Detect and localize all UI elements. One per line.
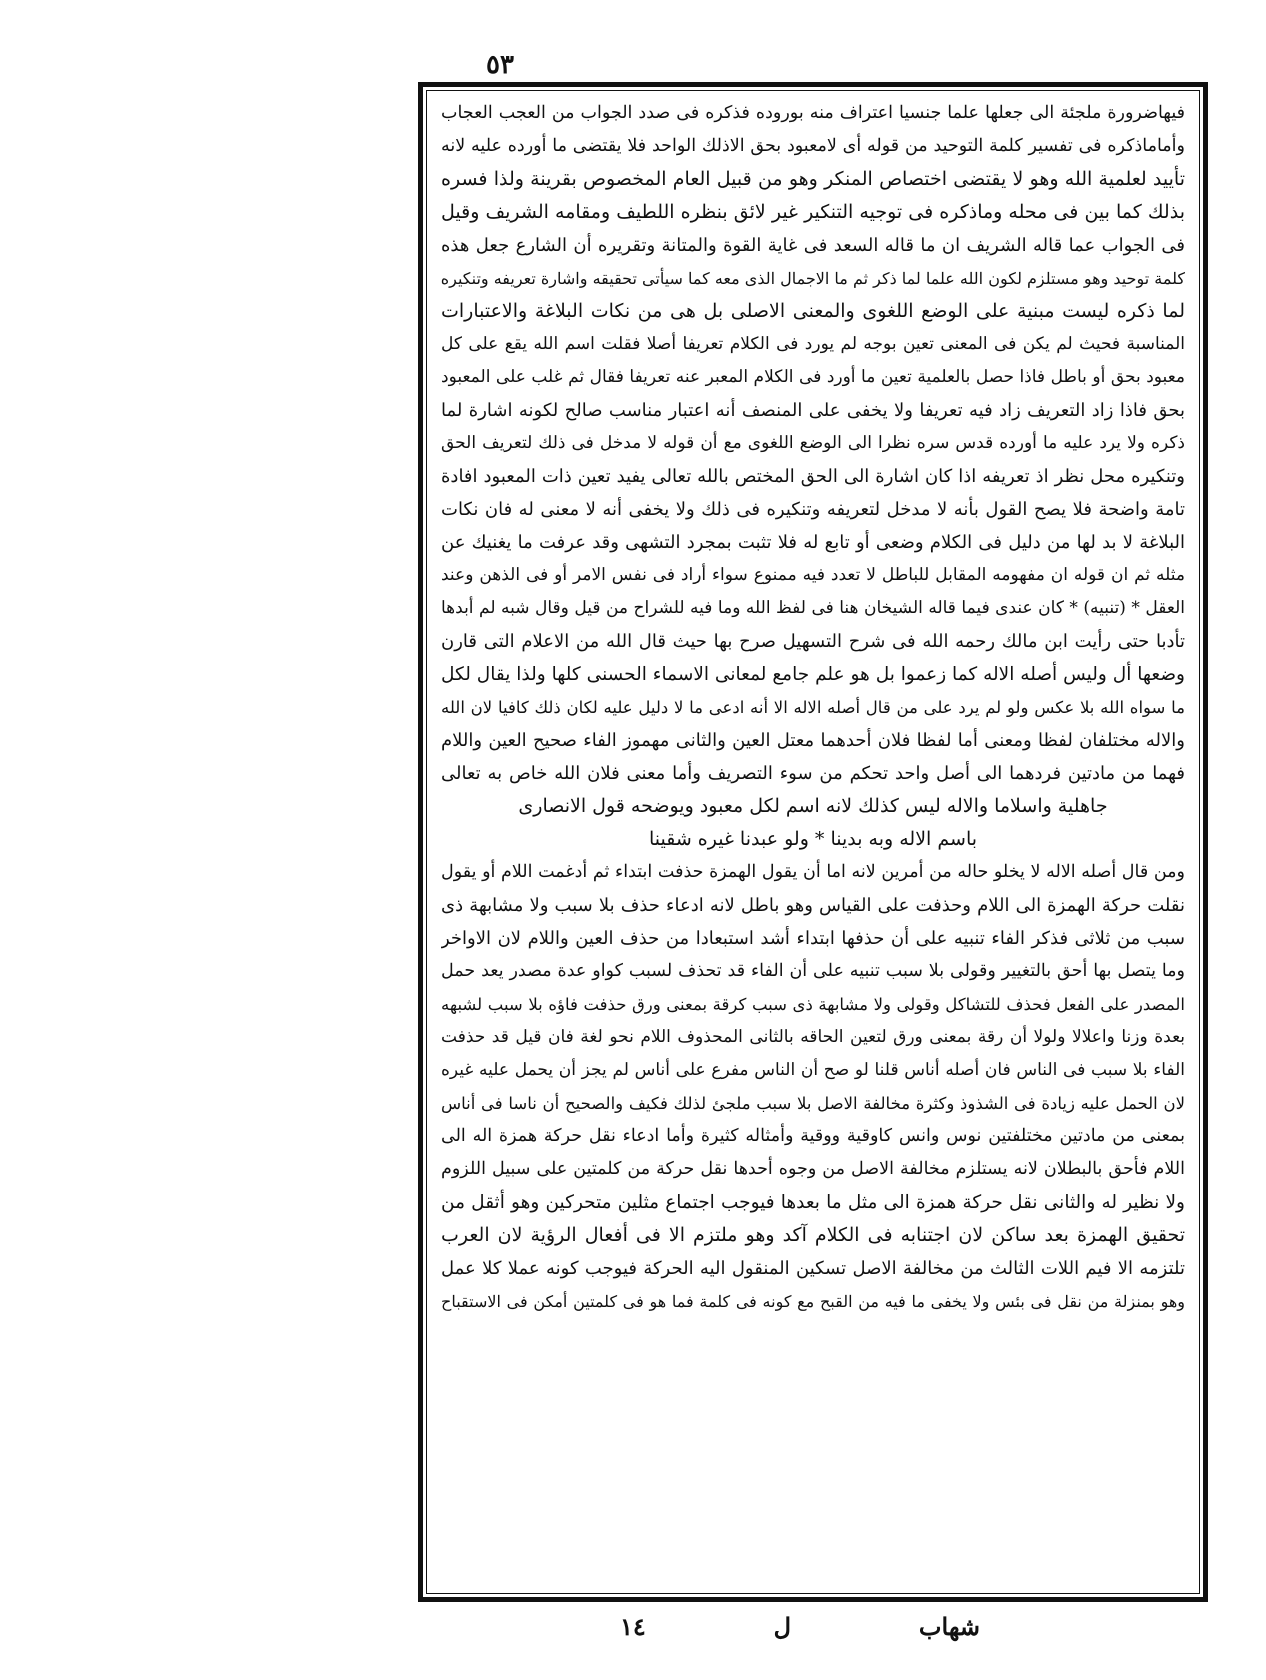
text-line: ومن قال أصله الاله لا يخلو حاله من أمرين لانه اما أن يقول الهمزة حذفت ابتداء ثم أدغمت اللام أو يقول <box>441 862 1185 882</box>
page-number: ٥٣ <box>486 50 514 80</box>
text-line: بمعنى من مادتين مختلفتين نوس وانس كاوقية ووقية وأمثاله كثيرة وأما ادعاء نقل حركة همزة اله الى <box>441 1126 1185 1146</box>
text-line: تحقيق الهمزة بعد ساكن لان اجتنابه فى الكلام آكد وهو ملتزم الا فى أفعال الرؤية لان العرب <box>441 1224 1185 1246</box>
text-line: لما ذكره ليست مبنية على الوضع اللغوى والمعنى الاصلى بل هى من نكات البلاغة والاعتبارات <box>441 300 1185 322</box>
text-line: لان الحمل عليه زيادة فى الشذوذ وكثرة مخالفة الاصل بلا سبب ملجئ لذلك فكيف والصحيح أن ناسا فى أناس <box>441 1094 1185 1113</box>
signature-number: ١٤ <box>620 1612 646 1641</box>
signature-line <box>620 1612 980 1641</box>
text-line: ما سواه الله بلا عكس ولو لم يرد على من قال أصله الاله الا أنه ادعى ما لا دليل عليه لكان ذلك كافيا لان الله <box>441 698 1185 717</box>
text-line: تلتزمه الا فيم اللات الثالث من مخالفة الاصل تسكين المنقول اليه الحركة فيوجب كونه عملا كلا عمل <box>441 1258 1185 1279</box>
signature-name: شهاب <box>918 1612 980 1641</box>
text-line: معبود بحق أو باطل فاذا حصل بالعلمية تعين ما أورد فى الكلام المعبر عنه تعريفا فقال ثم غلب على المعبود <box>441 367 1185 387</box>
text-line: العقل * (تنبيه) * كان عندى فيما قاله الشيخان هنا فى لفظ الله وما فيه للشراح من قيل وقال شبه لم أبدها <box>441 598 1185 618</box>
text-line: المناسبة فحيث لم يكن فى المعنى تعين بوجه لم يورد فى الكلام تعريفا أصلا فقلت اسم الله يقع على كل <box>441 334 1185 354</box>
signature-letter: ل <box>773 1612 792 1641</box>
text-line: اللام فأحق بالبطلان لانه يستلزم مخالفة الاصل من وجوه أحدها نقل حركة من كلمتين على سبيل اللزوم <box>441 1159 1185 1179</box>
text-line: وضعها أل وليس أصله الاله كما زعموا بل هو علم جامع لمعانى الاسماء الحسنى كلها ولذا يقال لكل <box>441 664 1185 685</box>
text-line: وتنكيره محل نظر اذ تعريفه اذا كان اشارة الى الحق المختص بالله تعالى يفيد تعين ذات المعبود افادة <box>441 466 1185 487</box>
text-line: وأماماذكره فى تفسير كلمة التوحيد من قوله أى لامعبود بحق الاذلك الواحد فلا يقتضى ما أورده عليه لانه <box>441 136 1185 156</box>
text-line: تامة واضحة فلا يصح القول بأنه لا مدخل لتعريفه وتنكيره فى ذلك ولا يخفى أنه لا معنى له فان نكات <box>441 499 1185 520</box>
text-line: الفاء بلا سبب فى الناس فان أصله أناس قلنا لو صح أن الناس مفرع على أناس لم يجز أن يحمل عليه غيره <box>441 1060 1185 1080</box>
text-line: فيهاضرورة ملجئة الى جعلها علما جنسيا اعتراف منه بوروده فذكره فى صدد الجواب من العجب العجاب <box>441 103 1185 123</box>
main-text <box>441 97 1185 1318</box>
text-line: وهو بمنزلة من نقل فى بئس ولا يخفى ما فيه من القبح مع كونه فى كلمة فما هو فى كلمتين أمكن فى الاستقباح <box>441 1292 1185 1311</box>
text-line: فى الجواب عما قاله الشريف ان ما قاله السعد فى غاية القوة والمتانة وتقريره أن الشارع جعل هذه <box>441 235 1185 256</box>
text-line: بعدة وزنا واعلالا ولولا أن رقة بمعنى ورق لتعين الحاقه بالثانى المحذوف اللام نحو لغة فان قيل قد حذفت <box>441 1027 1185 1047</box>
text-line: نقلت حركة الهمزة الى اللام وحذفت على القياس وهو باطل لانه ادعاء حذف بلا سبب ولا مشابهة ذى <box>441 895 1185 916</box>
text-line: وما يتصل بها أحق بالتغيير وقولى بلا سبب تنبيه على أن الفاء قد تحذف لسبب كواو عدة مصدر يعد حمل <box>441 961 1185 981</box>
text-line: سبب من ثلاثى فذكر الفاء تنبيه على أن حذفها ابتداء أشد استبعادا من حذف العين واللام لان الاواخر <box>441 928 1185 949</box>
text-line: ذكره ولا يرد عليه ما أورده قدس سره نظرا الى الوضع اللغوى مع أن قوله لا مدخل فى ذلك لتعريف الحق <box>441 433 1185 453</box>
text-line: بحق فاذا زاد التعريف زاد فيه تعريفا ولا يخفى على المنصف أنه اعتبار مناسب صالح لكونه اشارة لما <box>441 400 1185 421</box>
text-line: تأييد لعلمية الله وهو لا يقتضى اختصاص المنكر وهو من قبيل العام المخصوص بقرينة ولذا فسره <box>441 168 1185 190</box>
text-line: المصدر على الفعل فحذف للتشاكل وقولى ولا مشابهة ذى سبب كرقة بمعنى ورق حذفت فاؤه بلا سبب لشبهه <box>441 995 1185 1014</box>
text-line: تأدبا حتى رأيت ابن مالك رحمه الله فى شرح التسهيل صرح بها حيث قال الله من الاعلام التى قارن <box>441 631 1185 652</box>
text-line: بذلك كما بين فى محله وماذكره فى توجيه التنكير غير لائق بنظره اللطيف ومقامه الشريف وقيل <box>441 201 1185 223</box>
text-line: ولا نظير له والثانى نقل حركة همزة الى مثل ما بعدها فيوجب اجتماع مثلين متحركين وهو أثقل من <box>441 1192 1185 1213</box>
text-line: البلاغة لا بد لها من دليل فى الكلام وضعى أو تابع له فلا تثبت بمجرد التشهى وقد عرفت ما يغنيك عن <box>441 532 1185 553</box>
verse-line: باسم الاله وبه بدينا * ولو عبدنا غيره شقينا <box>648 828 978 850</box>
text-line: كلمة توحيد وهو مستلزم لكون الله علما لما ذكر ثم ما الاجمال الذى معه كما سيأتى تحقيقه واشارة تعريفه وتنكيره <box>441 269 1185 288</box>
page-border-inner <box>426 90 1200 1594</box>
text-line: جاهلية واسلاما والاله ليس كذلك لانه اسم لكل معبود ويوضحه قول الانصارى <box>518 795 1108 817</box>
text-line: مثله ثم ان قوله ان مفهومه المقابل للباطل لا تعدد فيه ممنوع سواء أراد فى نفس الامر أو فى الذهن وعند <box>441 565 1185 585</box>
text-line: والاله مختلفان لفظا ومعنى أما لفظا فلان أحدهما معتل العين والثانى مهموز الفاء صحيح العين واللام <box>441 730 1185 751</box>
text-line: فهما من مادتين فردهما الى أصل واحد تحكم من سوء التصريف وأما معنى فلان الله خاص به تعالى <box>441 763 1185 784</box>
